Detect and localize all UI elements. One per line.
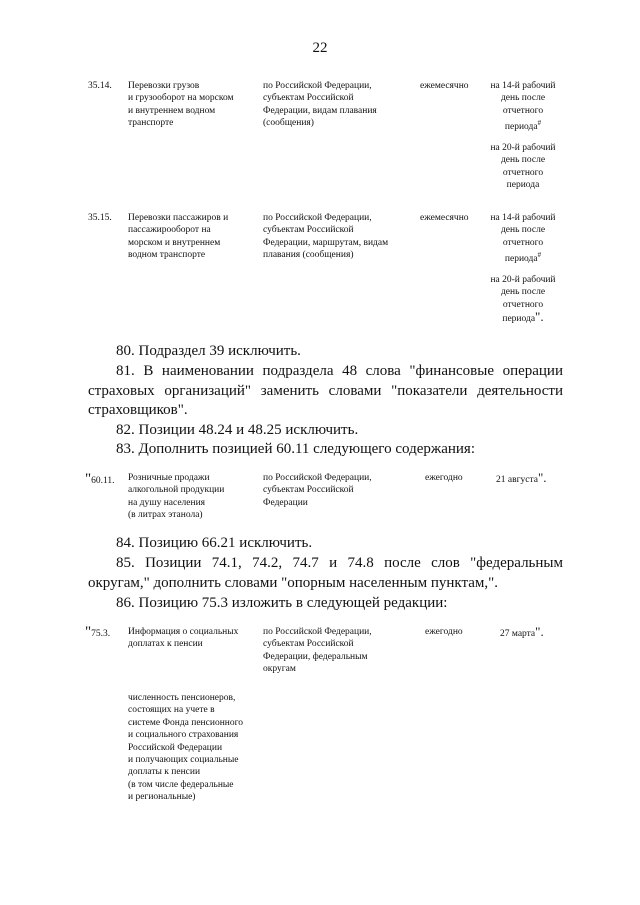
paragraph-83: 83. Дополнить позицией 60.11 следующего содержания: bbox=[116, 441, 475, 457]
paragraph-86: 86. Позицию 75.3 изложить в следующей редакции: bbox=[116, 595, 448, 611]
opening-quote: " bbox=[85, 471, 92, 487]
row-period-35-15: ежемесячно bbox=[420, 213, 469, 223]
paragraph-80: 80. Подраздел 39 исключить. bbox=[116, 343, 301, 359]
paragraph-85-line1: 85. Позиции 74.1, 74.2, 74.7 и 74.8 после слов "федеральным bbox=[116, 555, 563, 571]
row-breakdown-35-14: по Российской Федерации, субъектам Российской Федерации, видам плавания (сообщения) bbox=[263, 81, 377, 129]
row-deadline2-35-14: на 20-й рабочий день после отчетного периода bbox=[490, 143, 556, 191]
deadline-text: на 14-й рабочий день после отчетного периода bbox=[490, 81, 556, 133]
row-name-60-11: Розничные продажи алкогольной продукции на душу населения (в литрах этанола) bbox=[128, 473, 225, 521]
code-text: 60.11. bbox=[91, 476, 115, 486]
row-deadline1-35-15 bbox=[478, 212, 568, 266]
row-name-75-3: Информация о социальных доплатах к пенсии bbox=[128, 627, 239, 650]
closing-quote: ". bbox=[535, 309, 544, 325]
row-breakdown-35-15: по Российской Федерации, субъектам Российской Федерации, маршрутам, видам плавания (сообщения) bbox=[263, 213, 389, 261]
paragraph-81-line1: 81. В наименовании подраздела 48 слова "финансовые операции bbox=[116, 363, 563, 379]
paragraph-85-line2: округам," дополнить словами "опорным населенным пунктам,". bbox=[88, 575, 498, 591]
paragraph-81-line3: страховщиков". bbox=[88, 402, 188, 418]
row-period-60-11: ежегодно bbox=[425, 473, 463, 483]
row-name-35-14: Перевозки грузов и грузооборот на морском и внутреннем водном транспорте bbox=[128, 81, 234, 129]
row-period-75-3: ежегодно bbox=[425, 627, 463, 637]
row-breakdown-60-11: по Российской Федерации, субъектам Российской Федерации bbox=[263, 473, 372, 508]
paragraph-82: 82. Позиции 48.24 и 48.25 исключить. bbox=[116, 422, 359, 438]
closing-quote: ". bbox=[535, 624, 544, 639]
deadline-text: на 20-й рабочий день после отчетного периода bbox=[490, 275, 556, 325]
page-number: 22 bbox=[312, 40, 328, 56]
row-code-35-15: 35.15. bbox=[88, 213, 112, 223]
row-subitem-75-3: численность пенсионеров, состоящих на учете в системе Фонда пенсионного и социального страхования Российской Федерации и получающих социальные доплаты к пенсии (в том числе федеральные и региональные) bbox=[128, 693, 244, 803]
code-text: 75.3. bbox=[91, 629, 111, 639]
opening-quote: " bbox=[85, 624, 92, 640]
row-name-35-15: Перевозки пассажиров и пассажирооборот на морском и внутреннем водном транспорте bbox=[128, 213, 229, 261]
closing-quote: ". bbox=[537, 470, 547, 485]
row-code-75-3 bbox=[85, 623, 110, 641]
paragraph-84: 84. Позицию 66.21 исключить. bbox=[116, 535, 313, 551]
deadline-text: на 14-й рабочий день после отчетного периода bbox=[490, 213, 556, 265]
row-code-60-11 bbox=[85, 470, 115, 488]
footnote-mark: # bbox=[537, 119, 542, 128]
row-deadline2-35-15 bbox=[478, 274, 568, 326]
row-deadline1-35-14 bbox=[478, 80, 568, 134]
row-code-35-14: 35.14. bbox=[88, 81, 112, 91]
row-breakdown-75-3: по Российской Федерации, субъектам Российской Федерации, федеральным округам bbox=[263, 627, 372, 675]
paragraph-81-line2: страховых организаций" заменить словами "показатели деятельности bbox=[88, 383, 563, 399]
row-period-35-14: ежемесячно bbox=[420, 81, 469, 91]
deadline-text: 21 августа bbox=[496, 475, 538, 485]
row-deadline-60-11 bbox=[496, 472, 547, 486]
deadline-text: 27 марта bbox=[500, 629, 536, 639]
row-deadline-75-3 bbox=[500, 626, 544, 640]
footnote-mark: # bbox=[537, 251, 542, 260]
